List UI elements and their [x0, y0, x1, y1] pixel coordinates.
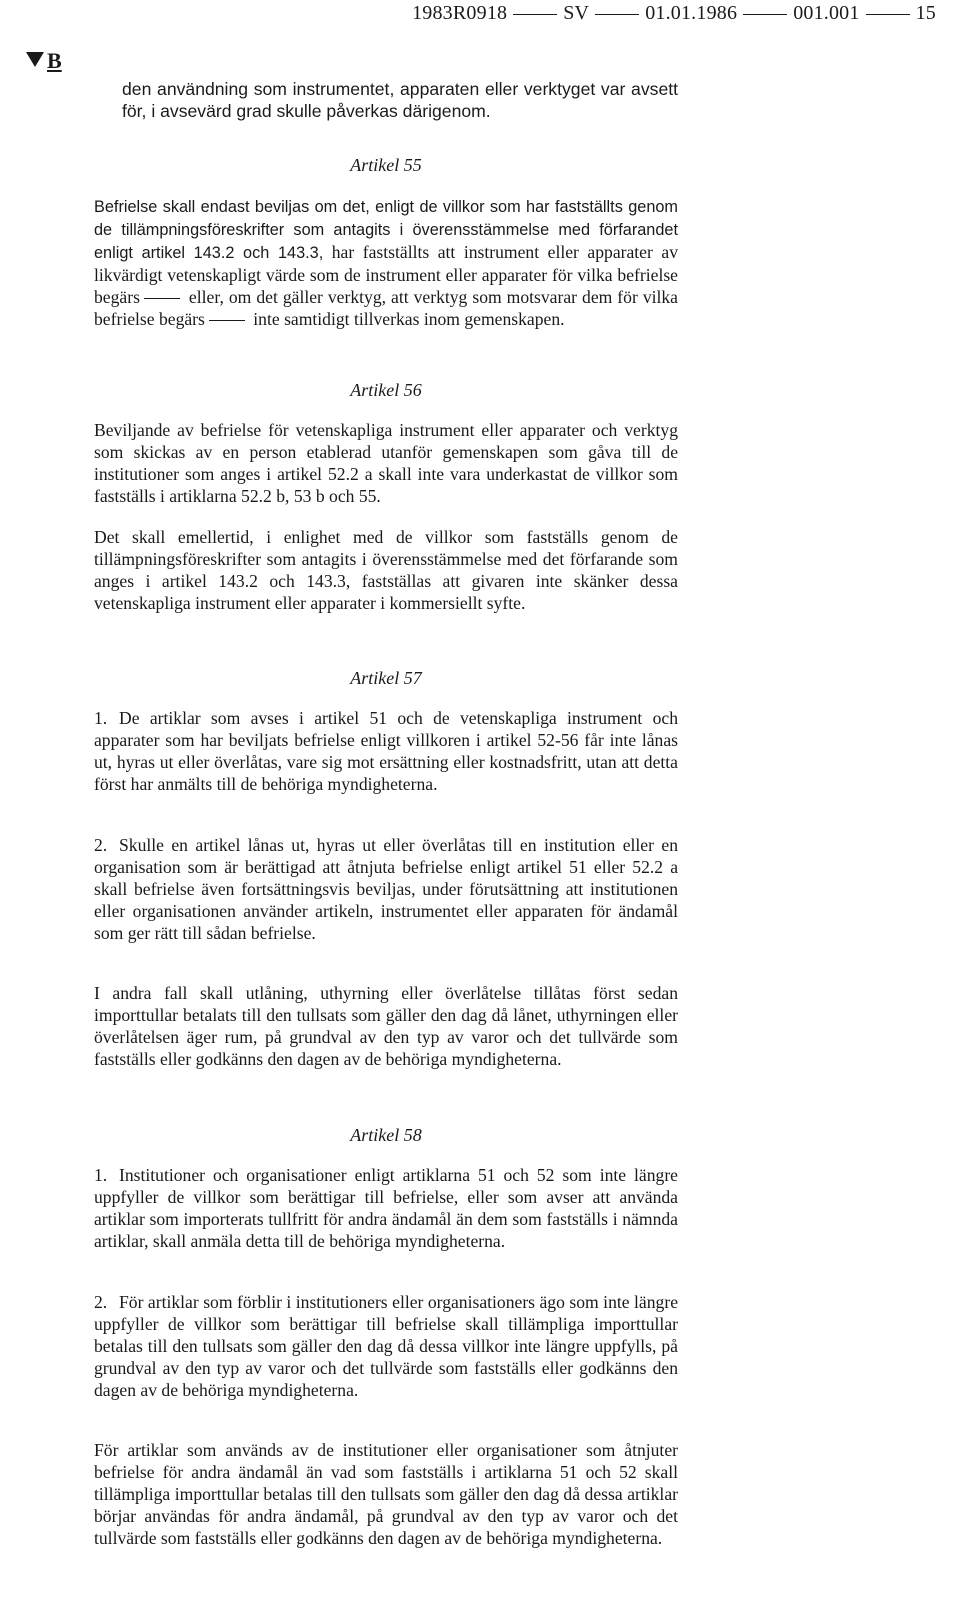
- paragraph-number: 1.: [94, 708, 108, 728]
- article-57-paragraph-1-text: De artiklar som avses i artikel 51 och de vetenskapliga instrument och apparater som har beviljats befrielse enligt villkoren i artikel 52-56 får inte lånas ut, hyras ut eller överlåtas, vare sig mot ersättning eller kostnadsfritt, utan att detta först har anmälts till de behöriga myndigheterna.: [94, 708, 678, 794]
- article-56-paragraph-2: Det skall emellertid, i enlighet med de villkor som fastställs genom de tillämpningsföreskrifter som antagits i överensstämmelse med det förfarande som anges i artikel 143.2 och 143.3, fastställas att givaren inte skänker dessa vetenskapliga instrument eller apparater i kommersiellt syfte.: [94, 527, 678, 613]
- paragraph-number: 2.: [94, 1292, 108, 1312]
- article-57-title: Artikel 57: [350, 668, 422, 688]
- page-header: [412, 2, 936, 25]
- document-id: 1983R0918: [412, 2, 508, 24]
- article-58-title: Artikel 58: [350, 1125, 422, 1145]
- triangle-down-icon: [26, 52, 44, 67]
- article-55-paragraph: [94, 195, 678, 330]
- article-55-text-part2: har fastställts att instrument eller apparater av likvärdigt vetenskapligt värde som de instrument eller apparater för vilka befrielse begärs: [94, 242, 678, 307]
- article-57-paragraph-3: I andra fall skall utlåning, uthyrning eller överlåtelse tillåtas först sedan importtullar betalats till den tullsats som gäller den dag då lånet, uthyrningen eller överlåtelsen äger rum, på grundval av den typ av varor och det tullvärde som fastställs eller godkänns den dagen av de behöriga myndigheterna.: [94, 983, 678, 1069]
- amendment-marker: [26, 48, 62, 74]
- consolidation-date: 01.01.1986: [645, 2, 738, 24]
- article-55-title: Artikel 55: [350, 155, 422, 175]
- article-56-paragraph-1: Beviljande av befrielse för vetenskapliga instrument eller apparater och verktyg som skickas av en person etablerad utanför gemenskapen som gåva till de institutioner som anges i artikel 52.2 a skall inte vara underkastat de villkor som fastställs i artiklarna 52.2 b, 53 b och 55.: [94, 420, 678, 506]
- article-58-paragraph-1-text: Institutioner och organisationer enligt artiklarna 51 och 52 som inte längre uppfyller de villkor som berättigar till befrielse, eller som avser att använda artiklar som importerats tullfritt för andra ändamål än dem som fastställs i nämnda artiklar, skall anmäla detta till de behöriga myndigheterna.: [94, 1165, 678, 1251]
- em-dash: [144, 298, 180, 299]
- amendment-marker-letter: B: [47, 48, 62, 73]
- article-57-paragraph-2: [94, 834, 678, 944]
- article-58-paragraph-1: [94, 1164, 678, 1252]
- article-56-title: Artikel 56: [350, 380, 422, 400]
- header-separator: [866, 14, 910, 15]
- continuation-paragraph: den användning som instrumentet, apparaten eller verktyget var avsett för, i avsevärd grad skulle påverkas därigenom.: [122, 79, 678, 121]
- paragraph-number: 2.: [94, 835, 108, 855]
- article-58-paragraph-3: För artiklar som används av de institutioner eller organisationer som åtnjuter befrielse för andra ändamål än vad som fastställs i artiklarna 51 och 52 skall tillämpliga importtullar betalas till den tullsats som gäller den dag då dessa artiklar börjar användas för andra ändamål, på grundval av den typ av varor och det tullvärde som fastställs eller godkänns den dagen av de behöriga myndigheterna.: [94, 1440, 678, 1548]
- article-55-text-part3: eller, om det gäller verktyg, att verktyg som motsvarar dem för vilka befrielse begärs: [94, 287, 678, 329]
- header-separator: [513, 14, 557, 15]
- header-separator: [743, 14, 787, 15]
- em-dash: [209, 320, 245, 321]
- paragraph-number: 1.: [94, 1165, 108, 1185]
- article-57-paragraph-1: [94, 707, 678, 795]
- article-57-paragraph-2-text: Skulle en artikel lånas ut, hyras ut eller överlåtas till en institution eller en organisation som är berättigad att åtnjuta befrielse enligt artikel 51 eller 52.2 a skall befrielse även fortsättningsvis beviljas, under förutsättning att institutionen eller organisationen använder artikeln, instrumentet eller apparaten för ändamål som ger rätt till sådan befrielse.: [94, 835, 678, 943]
- header-separator: [595, 14, 639, 15]
- article-58-paragraph-2: [94, 1291, 678, 1401]
- version-number: 001.001: [793, 2, 860, 24]
- article-58-paragraph-2-text: För artiklar som förblir i institutioners eller organisationers ägo som inte längre uppfyller de villkor som berättigar till befrielse skall tillämpliga importtullar betalas till den tullsats som gäller den dag då dessa villkor inte längre uppfylls, på grundval av den typ av varor och det tullvärde som fastställs eller godkänns den dagen av de behöriga myndigheterna.: [94, 1292, 678, 1400]
- page-number: 15: [915, 2, 936, 24]
- article-55-text-part4: inte samtidigt tillverkas inom gemenskapen.: [248, 309, 565, 329]
- language-code: SV: [563, 2, 590, 24]
- article-55-text-part1: Befrielse skall endast beviljas om det, enligt de villkor som har fastställts genom de tillämpningsföreskrifter som antagits i överensstämmelse med förfarandet enligt artikel 143.2 och 143.3,: [94, 198, 678, 262]
